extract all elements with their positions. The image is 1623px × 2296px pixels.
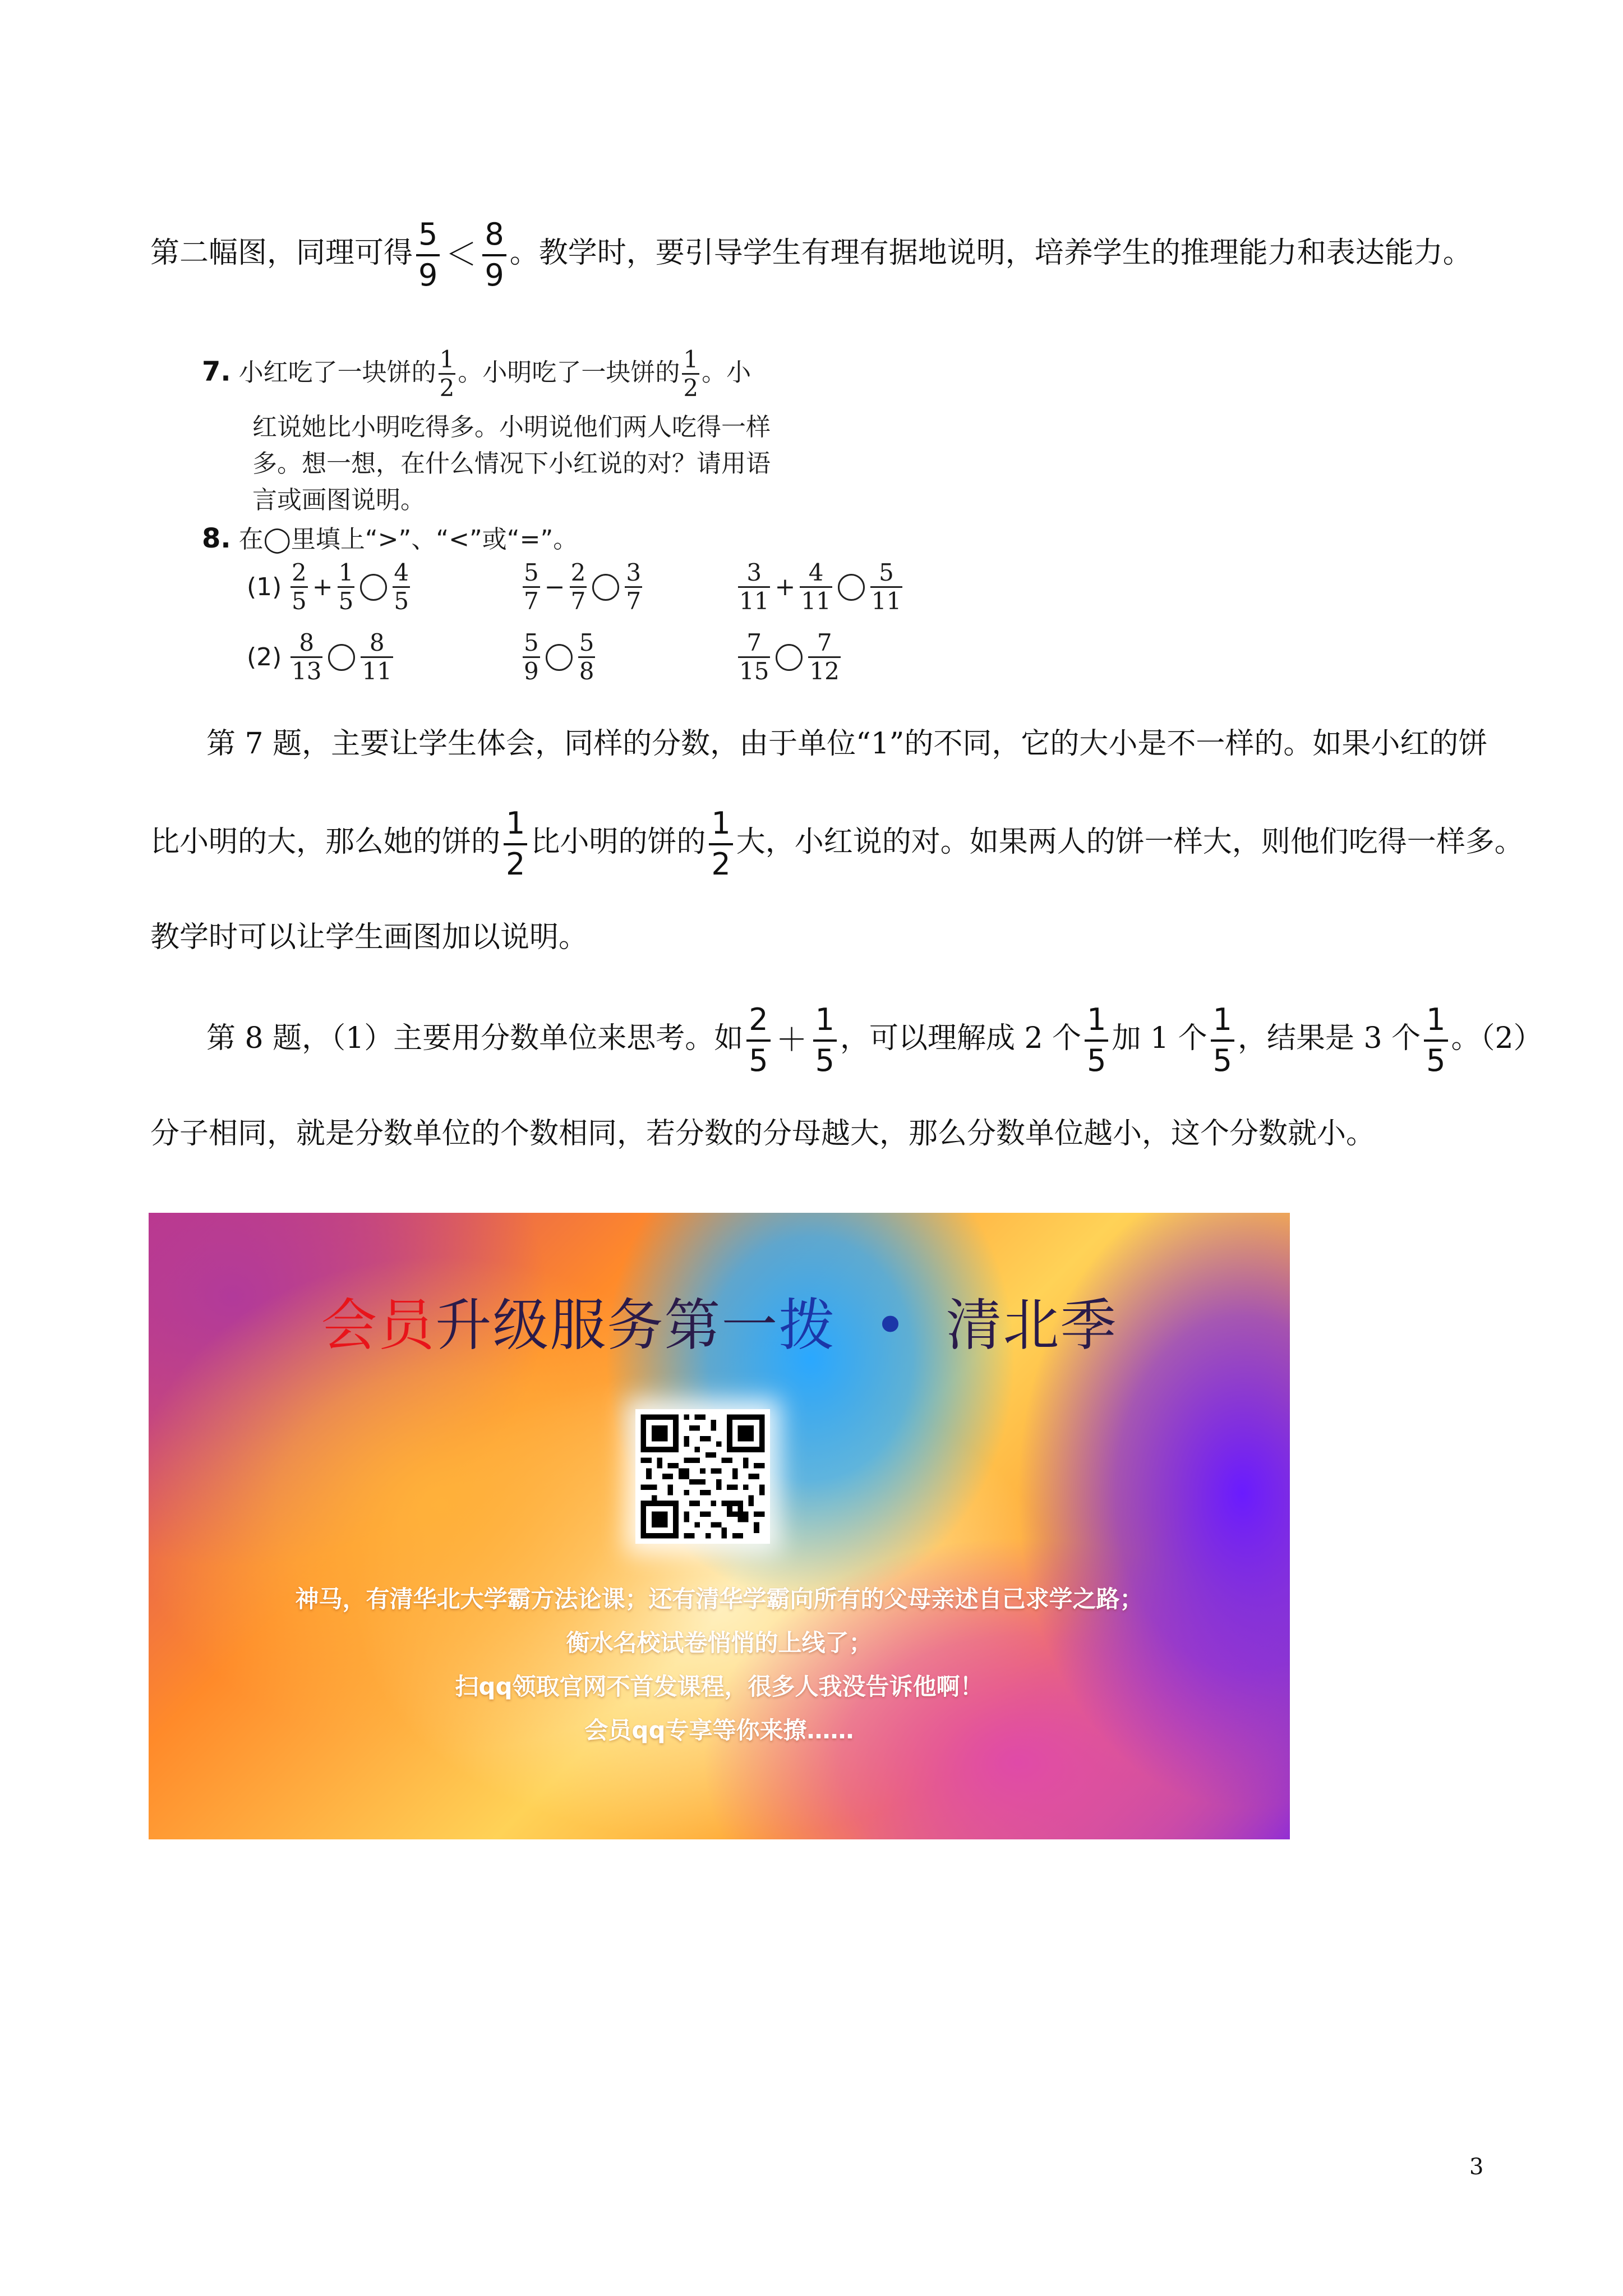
fraction: [738, 631, 770, 683]
banner-line-1: 神马，有清华北大学霸方法论课；还有清华学霸向所有的父母亲述自己求学之路；: [295, 1585, 1144, 1613]
numerator: 1: [1426, 1002, 1446, 1037]
q7-line-4: 言或画图说明。: [252, 486, 425, 514]
comparison-item: [520, 561, 728, 613]
comparison-item: [736, 631, 843, 683]
row-label: (2): [247, 643, 282, 671]
fraction: [738, 561, 770, 613]
numerator: 5: [524, 629, 539, 656]
denominator: 2: [709, 843, 732, 881]
banner-title: [149, 1280, 1290, 1361]
fraction: [808, 631, 840, 683]
banner-line-2: 衡水名校试卷悄悄的上线了；: [566, 1629, 873, 1657]
numerator: 8: [299, 629, 315, 656]
fraction: [361, 631, 393, 683]
page-number: 3: [1469, 2154, 1484, 2180]
title-part-blue: 拨: [778, 1292, 836, 1358]
fraction: [523, 631, 540, 683]
paragraph-inference: [150, 219, 1491, 291]
numerator: 3: [746, 559, 762, 586]
q7-line-2: 红说她比小明吃得多。小明说他们两人吃得一样: [252, 413, 771, 441]
text: 第 8 题，（1）主要用分数单位来思考。如: [206, 1022, 744, 1056]
plus-sign: ＋: [776, 1022, 808, 1059]
text: 第二幅图，同理可得: [150, 236, 413, 270]
denominator: 9: [416, 254, 440, 292]
blank-circle: [328, 644, 355, 671]
question-number: 7.: [202, 356, 231, 388]
denominator: 11: [871, 587, 902, 615]
q8-row-1: [247, 561, 905, 613]
operator: +: [312, 573, 333, 601]
text: 加 1 个: [1112, 1022, 1207, 1056]
numerator: 1: [506, 806, 525, 841]
fraction: [393, 561, 410, 613]
denominator: 2: [504, 843, 527, 881]
q8-row-2: [247, 631, 843, 683]
text: 。小明吃了一块饼的: [458, 358, 680, 387]
denominator: 7: [570, 587, 586, 615]
q8-title: [202, 519, 578, 555]
denominator: 15: [739, 657, 769, 685]
exercise-image: [202, 337, 909, 701]
title-part-red: 会员: [321, 1292, 436, 1358]
denominator: 9: [482, 254, 506, 292]
denominator: 11: [739, 587, 769, 615]
comparison-item: [736, 561, 905, 613]
denominator: 5: [1424, 1039, 1447, 1077]
question-number: 8.: [202, 523, 231, 554]
numerator: 2: [292, 559, 307, 586]
text: 比小明的饼的: [531, 825, 706, 859]
numerator: 1: [439, 346, 455, 373]
text: ，可以理解成 2 个: [840, 1022, 1082, 1056]
numerator: 1: [815, 1002, 834, 1037]
denominator: 8: [579, 657, 594, 685]
blank-circle: [776, 644, 803, 671]
less-than-sign: ＜: [445, 236, 477, 273]
denominator: 5: [813, 1039, 837, 1077]
fraction: [291, 561, 308, 613]
denominator: 2: [439, 374, 455, 402]
paragraph-q8-line-1: [206, 1002, 1543, 1078]
numerator: 5: [524, 559, 539, 586]
text: 小红吃了一块饼的: [238, 358, 436, 387]
numerator: 2: [749, 1002, 768, 1037]
numerator: 5: [879, 559, 894, 586]
text: 在◯里填上“>”、“<”或“=”。: [238, 525, 578, 554]
qr-code-icon[interactable]: [635, 1409, 770, 1544]
blank-circle: [838, 574, 865, 601]
text: 。小: [702, 358, 751, 387]
numerator: 5: [579, 629, 594, 656]
numerator: 1: [683, 346, 699, 373]
comparison-item: [520, 631, 728, 683]
fraction: [709, 808, 732, 880]
fraction: [570, 561, 587, 613]
fraction: [682, 348, 699, 400]
promo-banner[interactable]: [149, 1213, 1290, 1839]
fraction: [625, 561, 642, 613]
numerator: 1: [1087, 1002, 1106, 1037]
paragraph-q7-line-2: [150, 806, 1524, 882]
fraction: [813, 1004, 837, 1076]
fraction: [1211, 1004, 1234, 1076]
denominator: 12: [809, 657, 840, 685]
fraction: [1424, 1004, 1447, 1076]
denominator: 11: [362, 657, 392, 685]
blank-circle: [360, 574, 387, 601]
q7-line-3: 多。想一想，在什么情况下小红说的对？请用语: [252, 449, 771, 478]
numerator: 8: [485, 217, 504, 252]
denominator: 9: [524, 657, 539, 685]
paragraph-q7-line-1: 第 7 题，主要让学生体会，同样的分数，由于单位“1”的不同，它的大小是不一样的。如果小红的饼: [206, 727, 1488, 761]
comparison-item: [288, 561, 513, 613]
denominator: 5: [292, 587, 307, 615]
fraction: [1085, 1004, 1108, 1076]
fraction: [578, 631, 596, 683]
numerator: 3: [626, 559, 642, 586]
fraction: [482, 219, 506, 291]
fraction: [338, 561, 355, 613]
numerator: 7: [817, 629, 832, 656]
fraction: [439, 348, 456, 400]
paragraph-q7-line-3: 教学时可以让学生画图加以说明。: [150, 921, 588, 954]
numerator: 8: [369, 629, 385, 656]
banner-text: [149, 1577, 1290, 1752]
numerator: 1: [338, 559, 354, 586]
fraction: [291, 631, 322, 683]
denominator: 5: [746, 1039, 770, 1077]
banner-line-3: 扫qq领取官网不首发课程，很多人我没告诉他啊！: [455, 1673, 984, 1700]
numerator: 4: [394, 559, 409, 586]
text: 大，小红说的对。如果两人的饼一样大，则他们吃得一样多。: [736, 825, 1524, 859]
fraction: [523, 561, 540, 613]
denominator: 13: [292, 657, 322, 685]
numerator: 4: [808, 559, 824, 586]
denominator: 5: [394, 587, 409, 615]
numerator: 7: [746, 629, 762, 656]
fraction: [504, 808, 527, 880]
fraction: [416, 219, 440, 291]
text: 比小明的大，那么她的饼的: [150, 825, 501, 859]
text: ，结果是 3 个: [1237, 1022, 1421, 1056]
denominator: 11: [801, 587, 831, 615]
numerator: 1: [1212, 1002, 1232, 1037]
title-part: 清北季: [946, 1292, 1118, 1358]
q7-line-1: [202, 348, 751, 400]
blank-circle: [592, 574, 619, 601]
operator: +: [774, 573, 796, 601]
denominator: 7: [524, 587, 539, 615]
title-separator: •: [836, 1292, 946, 1358]
denominator: 5: [1211, 1039, 1234, 1077]
numerator: 1: [711, 806, 731, 841]
fraction: [746, 1004, 770, 1076]
denominator: 7: [626, 587, 642, 615]
operator: −: [544, 573, 565, 601]
denominator: 5: [338, 587, 354, 615]
denominator: 2: [683, 374, 699, 402]
denominator: 5: [1085, 1039, 1108, 1077]
paragraph-q8-line-2: 分子相同，就是分数单位的个数相同，若分数的分母越大，那么分数单位越小，这个分数就小。: [150, 1117, 1376, 1151]
fraction: [870, 561, 902, 613]
title-part: 升级服务第一: [435, 1292, 779, 1358]
text: 。教学时，要引导学生有理有据地说明，培养学生的推理能力和表达能力。: [509, 236, 1472, 270]
row-label: (1): [247, 573, 282, 601]
numerator: 2: [570, 559, 586, 586]
blank-circle: [546, 644, 573, 671]
text: 。（2）: [1451, 1022, 1543, 1056]
fraction: [800, 561, 832, 613]
comparison-item: [288, 631, 513, 683]
banner-line-4: 会员qq专享等你来撩……: [584, 1717, 854, 1744]
numerator: 5: [418, 217, 438, 252]
